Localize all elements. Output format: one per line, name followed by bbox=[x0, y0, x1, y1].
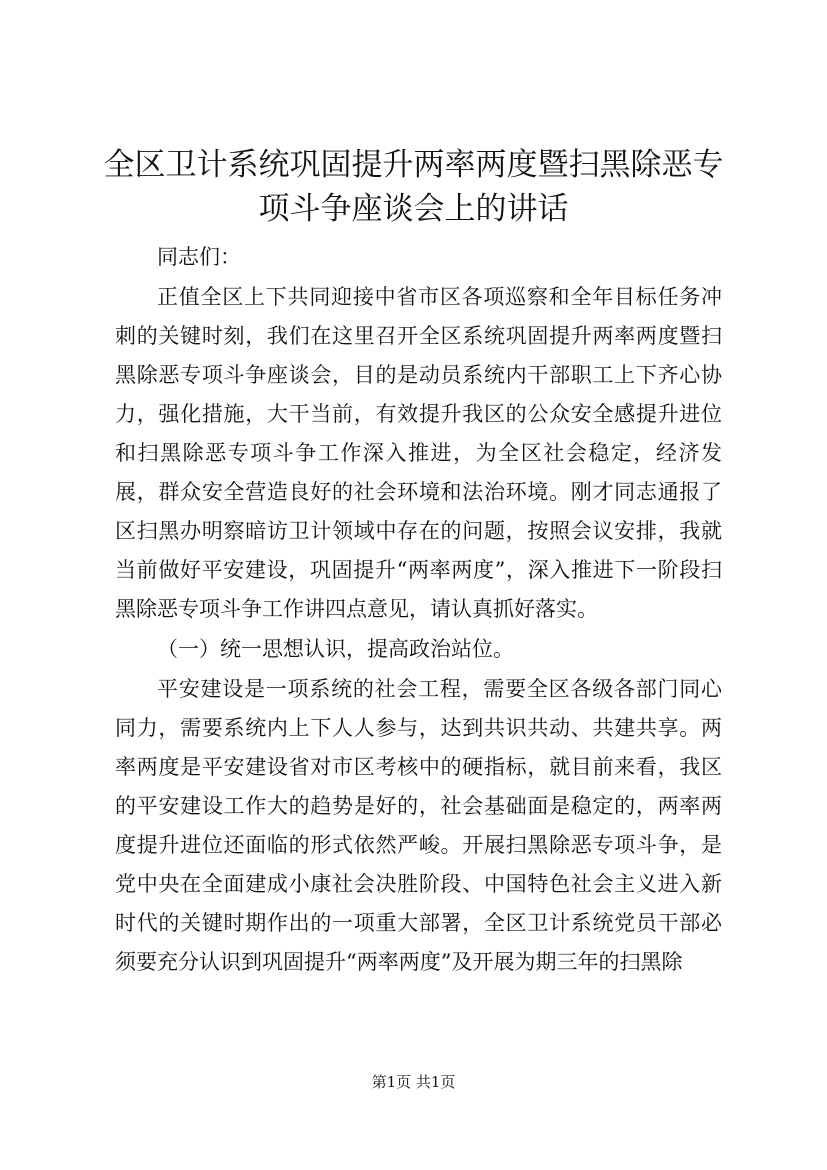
document-body bbox=[115, 238, 722, 983]
document-title: 全区卫计系统巩固提升两率两度暨扫黑除恶专项斗争座谈会上的讲话 bbox=[103, 147, 724, 227]
paragraph-intro: 正值全区上下共同迎接中省市区各项巡察和全年目标任务冲刺的关键时刻，我们在这里召开全区系统巩固提升两率两度暨扫黑除恶专项斗争座谈会，目的是动员系统内干部职工上下齐心协力，强化措施，大干当前，有效提升我区的公众安全感提升进位和扫黑除恶专项斗争工作深入推进，为全区社会稳定，经济发展，群众安全营造良好的社会环境和法治环境。刚才同志通报了区扫黑办明察暗访卫计领域中存在的问题，按照会议安排，我就当前做好平安建设，巩固提升“两率两度”，深入推进下一阶段扫黑除恶专项斗争工作讲四点意见，请认真抓好落实。 bbox=[115, 285, 722, 621]
salutation: 同志们： bbox=[157, 245, 241, 269]
section-heading: （一）统一思想认识，提高政治站位。 bbox=[157, 637, 514, 661]
page-number-footer: 第1页 共1页 bbox=[371, 1073, 456, 1091]
paragraph-body: 平安建设是一项系统的社会工程，需要全区各级各部门同心同力，需要系统内上下人人参与，达到共识共动、共建共享。两率两度是平安建设省对市区考核中的硬指标，就目前来看，我区的平安建设工作大的趋势是好的，社会基础面是稳定的，两率两度提升进位还面临的形式依然严峻。开展扫黑除恶专项斗争，是党中央在全面建成小康社会决胜阶段、中国特色社会主义进入新时代的关键时期作出的一项重大部署，全区卫计系统党员干部必须要充分认识到巩固提升“两率两度”及开展为期三年的扫黑除 bbox=[115, 677, 722, 974]
